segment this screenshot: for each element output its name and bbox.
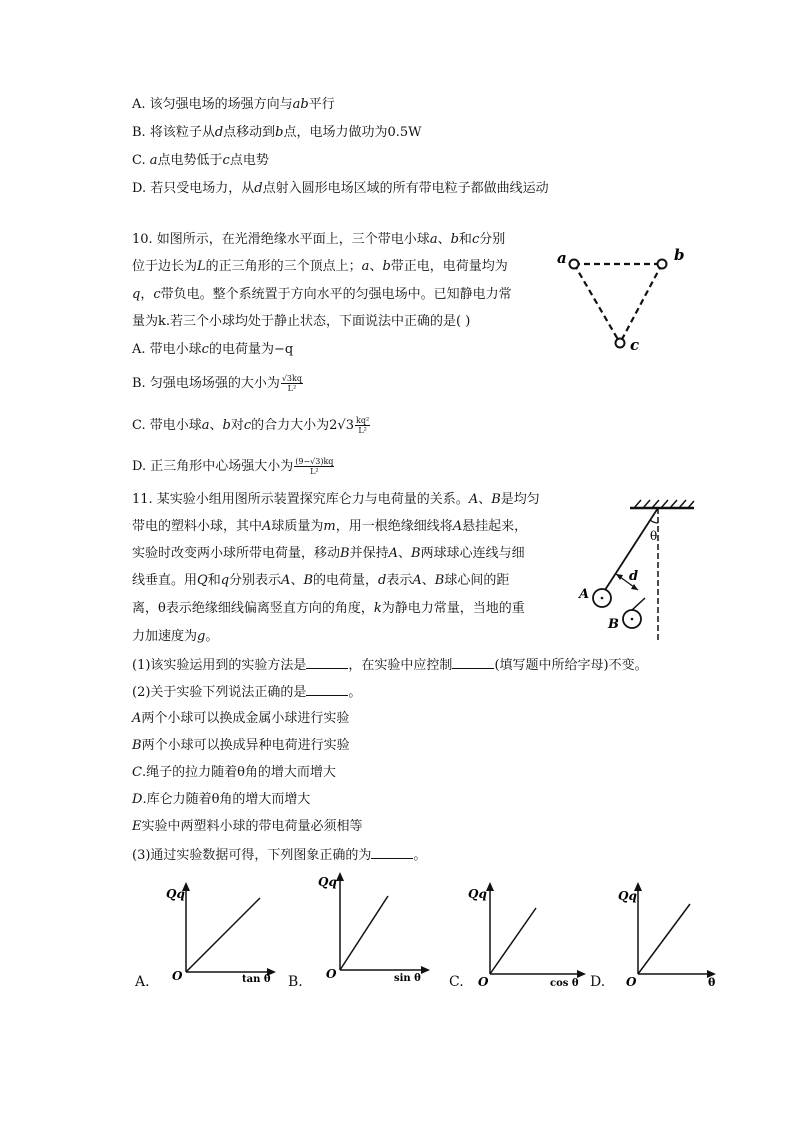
q10-option-c-sep: 、 xyxy=(209,418,223,433)
q10-stem-1d: 分别 xyxy=(479,232,506,247)
q10-stem-1a: 10. 如图所示，在光滑绝缘水平面上，三个带电小球 xyxy=(132,232,430,247)
graph-d-y-label: Qq xyxy=(618,889,637,903)
q9-option-c-var-c: c xyxy=(222,153,230,168)
q10-option-a-tail: 的电荷量为−q xyxy=(208,342,294,357)
q11-stem-4f: 球心间的距 xyxy=(444,573,510,588)
q11-stem-2c: ，用一根绝缘细线将 xyxy=(335,519,453,534)
graph-a-x-label: tan θ xyxy=(242,974,271,985)
q11-stem-1a: 11. 某实验小组用图所示装置探究库仑力与电荷量的关系。 xyxy=(132,492,469,507)
q10-option-b-text: B. 匀强电场场强的大小为 xyxy=(132,376,280,391)
q11-choice-e xyxy=(132,818,363,836)
q10-option-c-num: kq² xyxy=(355,416,370,425)
q10-and: 和 xyxy=(458,232,472,247)
graph-d xyxy=(614,876,724,990)
q11-choice-c xyxy=(132,764,336,782)
q10-var-c2: c xyxy=(153,287,161,302)
q11-choice-a xyxy=(132,710,349,728)
q10-option-d-fraction xyxy=(294,457,334,476)
graph-c-line xyxy=(490,908,536,974)
q10-option-b-den: L² xyxy=(287,384,297,393)
q10-option-d-text: D. 正三角形中心场强大小为 xyxy=(132,459,294,474)
q9-option-d-tail: 点射入圆形电场区域的所有带电粒子都做曲线运动 xyxy=(262,181,549,196)
q11-choice-e-letter: E xyxy=(132,819,142,834)
q10-option-d-num: (9−√3)kq xyxy=(295,457,334,466)
graph-a-letter: A. xyxy=(135,974,150,990)
q11-var-A3: A xyxy=(452,519,463,534)
graph-b-y-arrow xyxy=(336,872,344,881)
q10-var-L: L xyxy=(197,259,206,274)
q11-stem-line-4 xyxy=(132,572,509,590)
q11-sep2: 、 xyxy=(397,546,411,561)
q11-choice-c-text: .绳子的拉力随着θ角的增大而增大 xyxy=(141,765,336,780)
q10-ball-b xyxy=(658,260,667,269)
q11-stem-5b: 为静电力常量，当地的重 xyxy=(381,601,525,616)
q10-label-b: b xyxy=(674,246,685,264)
q10-option-d xyxy=(132,457,334,476)
q9-option-a-text: A. 该匀强电场的场强方向与 xyxy=(132,97,293,112)
q11-pendulum-figure xyxy=(572,496,698,646)
q11-stem-line-2 xyxy=(132,518,527,536)
q11-stem-4d: 的电荷量， xyxy=(313,573,379,588)
q11-sub-3-text: (3)通过实验数据可得，下列图象正确的为 xyxy=(132,848,372,863)
q10-option-b xyxy=(132,374,303,393)
q11-var-A5: A xyxy=(281,573,291,588)
graph-d-x-label: θ xyxy=(708,976,716,989)
q11-stem-4e: 表示 xyxy=(386,573,413,588)
q10-option-b-fraction xyxy=(281,374,303,393)
q11-d-label: d xyxy=(629,569,639,584)
q11-stem-line-3 xyxy=(132,545,525,563)
q11-and: 和 xyxy=(207,573,221,588)
graph-b-x-label: sin θ xyxy=(394,973,421,984)
q11-blank-2[interactable] xyxy=(452,656,494,669)
q11-sub-2-end: 。 xyxy=(348,685,362,700)
q10-option-c-den: L² xyxy=(358,426,367,435)
q11-choice-d-letter: D xyxy=(132,792,143,807)
graph-c-letter: C. xyxy=(449,974,464,990)
q11-choice-b-letter: B xyxy=(132,738,142,753)
q10-stem-line-2 xyxy=(132,258,508,276)
q9-option-b xyxy=(132,124,422,142)
q11-blank-1[interactable] xyxy=(306,656,348,669)
q9-option-c-tail: 点电势 xyxy=(229,153,269,168)
q9-option-b-text: B. 将该粒子从 xyxy=(132,125,215,140)
q9-option-b-mid: 点移动到 xyxy=(223,125,276,140)
q11-theta-label: θ xyxy=(650,529,658,543)
q11-choice-b xyxy=(132,737,350,755)
q10-option-c-var-c: c xyxy=(243,418,252,433)
q11-sub-3 xyxy=(132,846,426,865)
q11-ball-B-center xyxy=(631,618,634,621)
q9-option-c-mid: 点电势低于 xyxy=(157,153,223,168)
graph-c-y-label: Qq xyxy=(468,887,487,901)
q10-option-c-text: C. 带电小球 xyxy=(132,418,202,433)
q11-var-m: m xyxy=(323,519,336,534)
q10-option-c xyxy=(132,416,370,435)
q10-option-c-dui: 对 xyxy=(230,418,244,433)
q9-option-a-tail: 平行 xyxy=(308,97,335,112)
q9-option-b-tail: 点，电场力做功为0.5W xyxy=(283,125,422,140)
q9-option-b-var-b: b xyxy=(275,125,284,140)
q10-var-a2: a xyxy=(361,259,370,274)
q10-option-c-var-b: b xyxy=(222,418,231,433)
q10-var-b: b xyxy=(450,232,459,247)
q11-rod-B xyxy=(632,598,645,610)
q11-stem-3b: 并保持 xyxy=(349,546,389,561)
q11-var-d: d xyxy=(378,573,387,588)
q9-option-c-var-a: a xyxy=(149,153,158,168)
q11-stem-4c: 分别表示 xyxy=(229,573,282,588)
q9-option-d xyxy=(132,180,549,198)
q9-option-b-var-d: d xyxy=(214,125,224,140)
q11-sub-1a: (1)该实验运用到的实验方法是 xyxy=(132,658,307,673)
q11-A-label: A xyxy=(579,587,590,602)
q11-stem-line-6 xyxy=(132,628,218,646)
q10-comma: ， xyxy=(140,287,154,302)
q11-var-g: g xyxy=(197,629,206,644)
q11-var-B3: B xyxy=(411,546,421,561)
q10-stem-2a: 位于边长为 xyxy=(132,259,198,274)
graph-b xyxy=(314,866,434,986)
q11-var-B: B xyxy=(491,492,501,507)
q9-option-d-var: d xyxy=(254,181,263,196)
q10-option-a-text: A. 带电小球 xyxy=(132,342,202,357)
q11-stem-2b: 球质量为 xyxy=(271,519,324,534)
q11-var-q: q xyxy=(220,573,230,588)
graph-b-letter: B. xyxy=(288,974,303,990)
q11-arrow-head-2 xyxy=(631,584,638,590)
q10-ball-a xyxy=(570,260,579,269)
q10-stem-line-1 xyxy=(132,231,505,249)
q10-var-a: a xyxy=(429,232,438,247)
q10-ball-c xyxy=(616,339,625,348)
q10-label-a: a xyxy=(557,249,567,267)
q11-var-A4: A xyxy=(388,546,398,561)
q11-var-A: A xyxy=(468,492,479,507)
q11-stem-1b: 是均匀 xyxy=(500,492,540,507)
q11-sub-2 xyxy=(132,683,361,702)
q11-var-Q: Q xyxy=(197,573,208,588)
q11-choice-a-text: 两个小球可以换成金属小球进行实验 xyxy=(141,711,350,726)
q10-var-q: q xyxy=(132,287,141,302)
q11-blank-3[interactable] xyxy=(306,683,348,696)
q9-option-a xyxy=(132,96,335,114)
graph-c xyxy=(466,876,590,990)
q11-sep3: 、 xyxy=(290,573,304,588)
q11-sub-2-text: (2)关于实验下列说法正确的是 xyxy=(132,685,307,700)
q10-stem-2b: 的正三角形的三个顶点上； xyxy=(205,259,362,274)
q11-stem-6b: 。 xyxy=(205,629,219,644)
q11-stem-line-5 xyxy=(132,600,525,618)
q9-option-a-var: ab xyxy=(292,97,309,112)
q11-var-B2: B xyxy=(340,546,350,561)
q11-sub-1b: ，在实验中应控制 xyxy=(348,658,453,673)
q11-var-A6: A xyxy=(412,573,422,588)
q10-edge-ac xyxy=(574,264,620,343)
q10-stem-line-4 xyxy=(132,313,470,331)
q10-sep: 、 xyxy=(437,232,451,247)
graph-b-x-arrow xyxy=(421,966,430,974)
q10-stem-3b: 带负电。整个系统置于方向水平的匀强电场中。已知静电力常 xyxy=(160,287,512,302)
graph-b-origin: O xyxy=(326,967,337,981)
q11-ball-A-center xyxy=(601,597,604,600)
graph-a xyxy=(160,876,280,988)
graph-d-line xyxy=(638,904,690,974)
q11-arrow-head-1 xyxy=(616,574,623,580)
q10-var-b2: b xyxy=(382,259,391,274)
q11-stem-6a: 力加速度为 xyxy=(132,629,198,644)
q11-stem-4a: 线垂直。用 xyxy=(132,573,198,588)
graph-b-line xyxy=(340,896,388,970)
graph-c-x-arrow xyxy=(577,970,586,978)
q10-stem-2d: 带正电，电荷量均为 xyxy=(390,259,508,274)
q10-var-c: c xyxy=(471,232,480,247)
q9-option-c xyxy=(132,152,269,170)
graph-c-origin: O xyxy=(478,975,489,989)
graph-a-y-label: Qq xyxy=(166,887,185,901)
q11-stem-2d: 悬挂起来， xyxy=(462,519,528,534)
q11-stem-5a: 离，θ表示绝缘细线偏离竖直方向的角度， xyxy=(132,601,374,616)
q11-choice-d-text: .库仑力随着θ角的增大而增大 xyxy=(142,792,311,807)
q11-blank-4[interactable] xyxy=(371,846,413,859)
q10-option-a xyxy=(132,341,293,359)
q11-var-A2: A xyxy=(262,519,272,534)
q10-stem-4: 量为k.若三个小球均处于静止状态，下面说法中正确的是( ) xyxy=(132,314,471,329)
graph-c-x-label: cos θ xyxy=(550,978,579,989)
q9-option-c-label: C. xyxy=(132,153,146,168)
q10-option-c-fraction xyxy=(355,416,370,435)
q11-var-B5: B xyxy=(434,573,445,588)
q11-choice-d xyxy=(132,791,310,809)
q10-triangle-figure xyxy=(552,244,702,356)
q9-option-d-text: D. 若只受电场力，从 xyxy=(132,181,255,196)
q11-choice-b-text: 两个小球可以换成异种电荷进行实验 xyxy=(141,738,350,753)
q10-sep2: 、 xyxy=(369,259,383,274)
q11-choice-a-letter: A xyxy=(132,711,142,726)
q11-choice-e-text: 实验中两塑料小球的带电荷量必须相等 xyxy=(141,819,363,834)
q11-B-label: B xyxy=(608,617,619,632)
q10-stem-line-3 xyxy=(132,286,512,304)
q10-option-a-var: c xyxy=(201,342,209,357)
q10-option-c-tail: 的合力大小为2√3 xyxy=(251,418,354,433)
q11-stem-3a: 实验时改变两小球所带电荷量，移动 xyxy=(132,546,341,561)
q11-sep1: 、 xyxy=(478,492,492,507)
q11-theta-arc xyxy=(650,520,658,523)
graph-a-origin: O xyxy=(172,969,183,983)
graph-d-origin: O xyxy=(626,975,637,989)
graph-c-y-arrow xyxy=(486,882,494,891)
q11-sub-1 xyxy=(132,656,648,675)
graph-b-y-label: Qq xyxy=(318,875,337,889)
q10-edge-bc xyxy=(620,264,662,343)
q11-sub-1c: (填写题中所给字母)不变。 xyxy=(494,658,648,673)
q10-option-b-num: √3kq xyxy=(281,374,302,383)
q11-stem-line-1 xyxy=(132,491,540,509)
q11-sub-3-end: 。 xyxy=(413,848,427,863)
q10-option-d-den: L² xyxy=(310,467,319,476)
q11-sep4: 、 xyxy=(421,573,435,588)
q11-choice-c-letter: C xyxy=(132,765,142,780)
q11-var-k: k xyxy=(373,601,382,616)
q10-option-c-var-a: a xyxy=(201,418,210,433)
q11-stem-2a: 带电的塑料小球，其中 xyxy=(132,519,263,534)
q10-label-c: c xyxy=(630,336,640,354)
q11-stem-3c: 两球球心连线与细 xyxy=(420,546,525,561)
q11-var-B4: B xyxy=(303,573,314,588)
graph-d-letter: D. xyxy=(590,974,606,990)
graph-a-line xyxy=(186,898,260,972)
